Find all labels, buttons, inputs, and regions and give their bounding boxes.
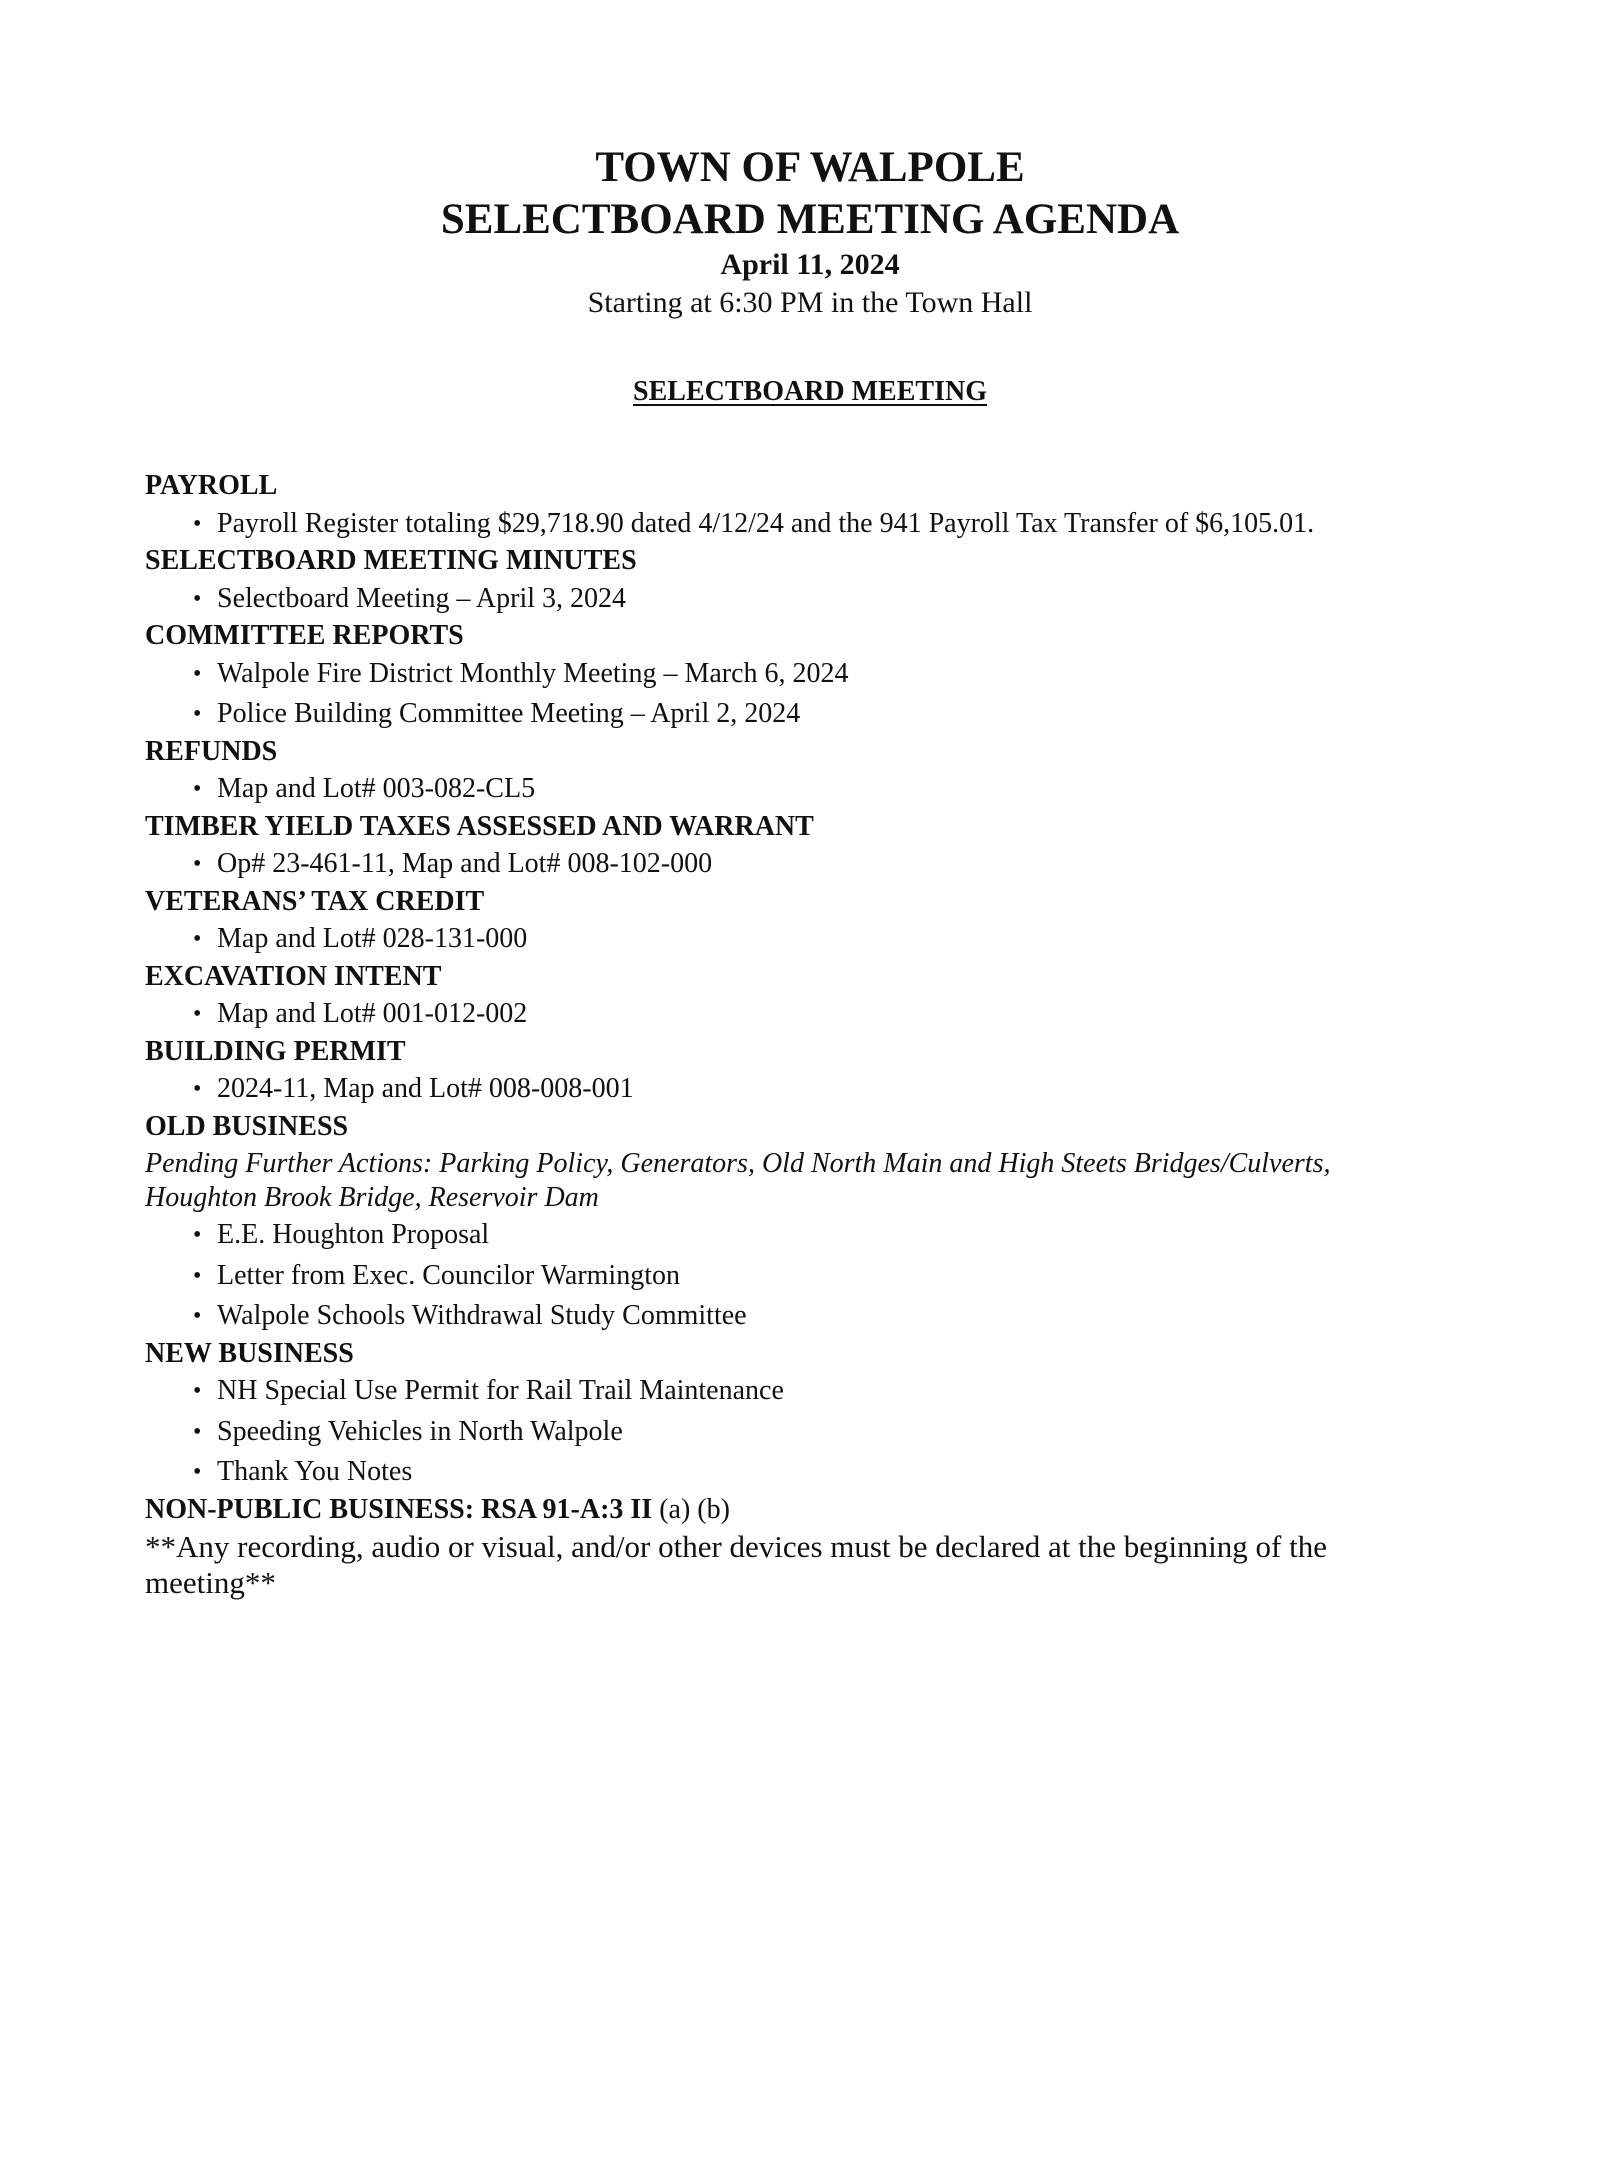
list-item	[145, 581, 1445, 619]
bullet-icon: •	[193, 660, 202, 687]
list-item	[145, 1258, 1445, 1299]
bullet-icon: •	[193, 851, 202, 877]
list-item-text: E.E. Houghton Proposal	[217, 1219, 490, 1250]
bullet-icon: •	[193, 1303, 202, 1329]
recording-notice-line: **Any recording, audio or visual, and/or other devices must be declared at the beginning of the	[145, 1529, 1327, 1564]
bullet-icon: •	[193, 701, 202, 727]
non-public-business	[145, 1492, 1445, 1530]
new-business-title: NEW BUSINESS	[145, 1337, 354, 1369]
meeting-location: Starting at 6:30 PM in the Town Hall	[587, 286, 1033, 319]
list-item-text: Police Building Committee Meeting – April 2, 2024	[217, 698, 801, 729]
list-item	[145, 846, 1445, 884]
recording-notice	[145, 1529, 1445, 1601]
pending-actions-line: Pending Further Actions: Parking Policy, Generators, Old North Main and High Steets Bridges/Culverts,	[145, 1148, 1331, 1179]
pending-actions	[145, 1146, 1445, 1217]
bullet-icon: •	[193, 1459, 202, 1485]
bullet-icon: •	[193, 510, 202, 537]
refunds-title: REFUNDS	[145, 735, 278, 767]
pending-actions-line: Houghton Brook Bridge, Reservoir Dam	[145, 1182, 599, 1213]
list-item-text: Letter from Exec. Councilor Warmington	[217, 1259, 680, 1291]
timber-title: TIMBER YIELD TAXES ASSESSED AND WARRANT	[145, 810, 814, 842]
recording-notice-line: meeting**	[145, 1565, 276, 1600]
bullet-icon: •	[193, 926, 202, 952]
list-item-text: Payroll Register totaling $29,718.90 dated 4/12/24 and the 941 Payroll Tax Transfer of $6,105.01.	[217, 507, 1315, 539]
non-public-title: NON-PUBLIC BUSINESS: RSA 91-A:3 II	[145, 1493, 653, 1525]
list-item-text: Walpole Schools Withdrawal Study Committee	[217, 1300, 747, 1331]
bullet-icon: •	[193, 585, 202, 612]
list-item-text: Map and Lot# 003-082-CL5	[217, 773, 536, 804]
list-item	[145, 1071, 1445, 1109]
meeting-title: SELECTBOARD MEETING AGENDA	[440, 196, 1180, 243]
minutes-title: SELECTBOARD MEETING MINUTES	[145, 545, 637, 576]
list-item	[145, 1454, 1445, 1492]
list-item	[145, 1373, 1445, 1414]
list-item	[145, 656, 1445, 697]
committee-reports-title: COMMITTEE REPORTS	[145, 620, 464, 651]
section-heading-text: SELECTBOARD MEETING	[633, 376, 987, 407]
old-business-title: OLD BUSINESS	[145, 1110, 349, 1142]
meeting-date: April 11, 2024	[720, 248, 900, 281]
list-item-text: Op# 23-461-11, Map and Lot# 008-102-000	[217, 848, 713, 879]
section-heading	[0, 374, 1620, 410]
bullet-icon: •	[193, 1222, 202, 1248]
list-item	[145, 996, 1445, 1034]
list-item-text: Selectboard Meeting – April 3, 2024	[217, 582, 627, 614]
list-item-text: 2024-11, Map and Lot# 008-008-001	[217, 1073, 634, 1104]
bullet-icon: •	[193, 776, 202, 802]
list-item-text: NH Special Use Permit for Rail Trail Maintenance	[217, 1375, 784, 1406]
list-item	[145, 696, 1445, 734]
building-permit-title: BUILDING PERMIT	[145, 1035, 406, 1067]
bullet-icon: •	[193, 1378, 202, 1404]
list-item	[145, 1217, 1445, 1258]
list-item-text: Walpole Fire District Monthly Meeting – March 6, 2024	[217, 657, 849, 689]
list-item	[145, 1414, 1445, 1455]
list-item-text: Map and Lot# 028-131-000	[217, 923, 528, 954]
bullet-icon: •	[193, 1076, 202, 1102]
bullet-icon: •	[193, 1418, 202, 1445]
non-public-suffix: (a) (b)	[652, 1493, 730, 1525]
excavation-title: EXCAVATION INTENT	[145, 960, 442, 992]
list-item-text: Thank You Notes	[217, 1456, 413, 1487]
bullet-icon: •	[193, 1262, 202, 1289]
bullet-icon: •	[193, 1001, 202, 1027]
list-item-text: Map and Lot# 001-012-002	[217, 998, 528, 1029]
payroll-title: PAYROLL	[145, 470, 278, 501]
veterans-title: VETERANS’ TAX CREDIT	[145, 885, 485, 917]
list-item	[145, 921, 1445, 959]
list-item	[145, 506, 1445, 544]
agenda-body	[145, 468, 1445, 1601]
list-item	[145, 1298, 1445, 1336]
list-item	[145, 771, 1445, 809]
list-item-text: Speeding Vehicles in North Walpole	[217, 1415, 623, 1447]
town-title: TOWN OF WALPOLE	[595, 144, 1025, 191]
